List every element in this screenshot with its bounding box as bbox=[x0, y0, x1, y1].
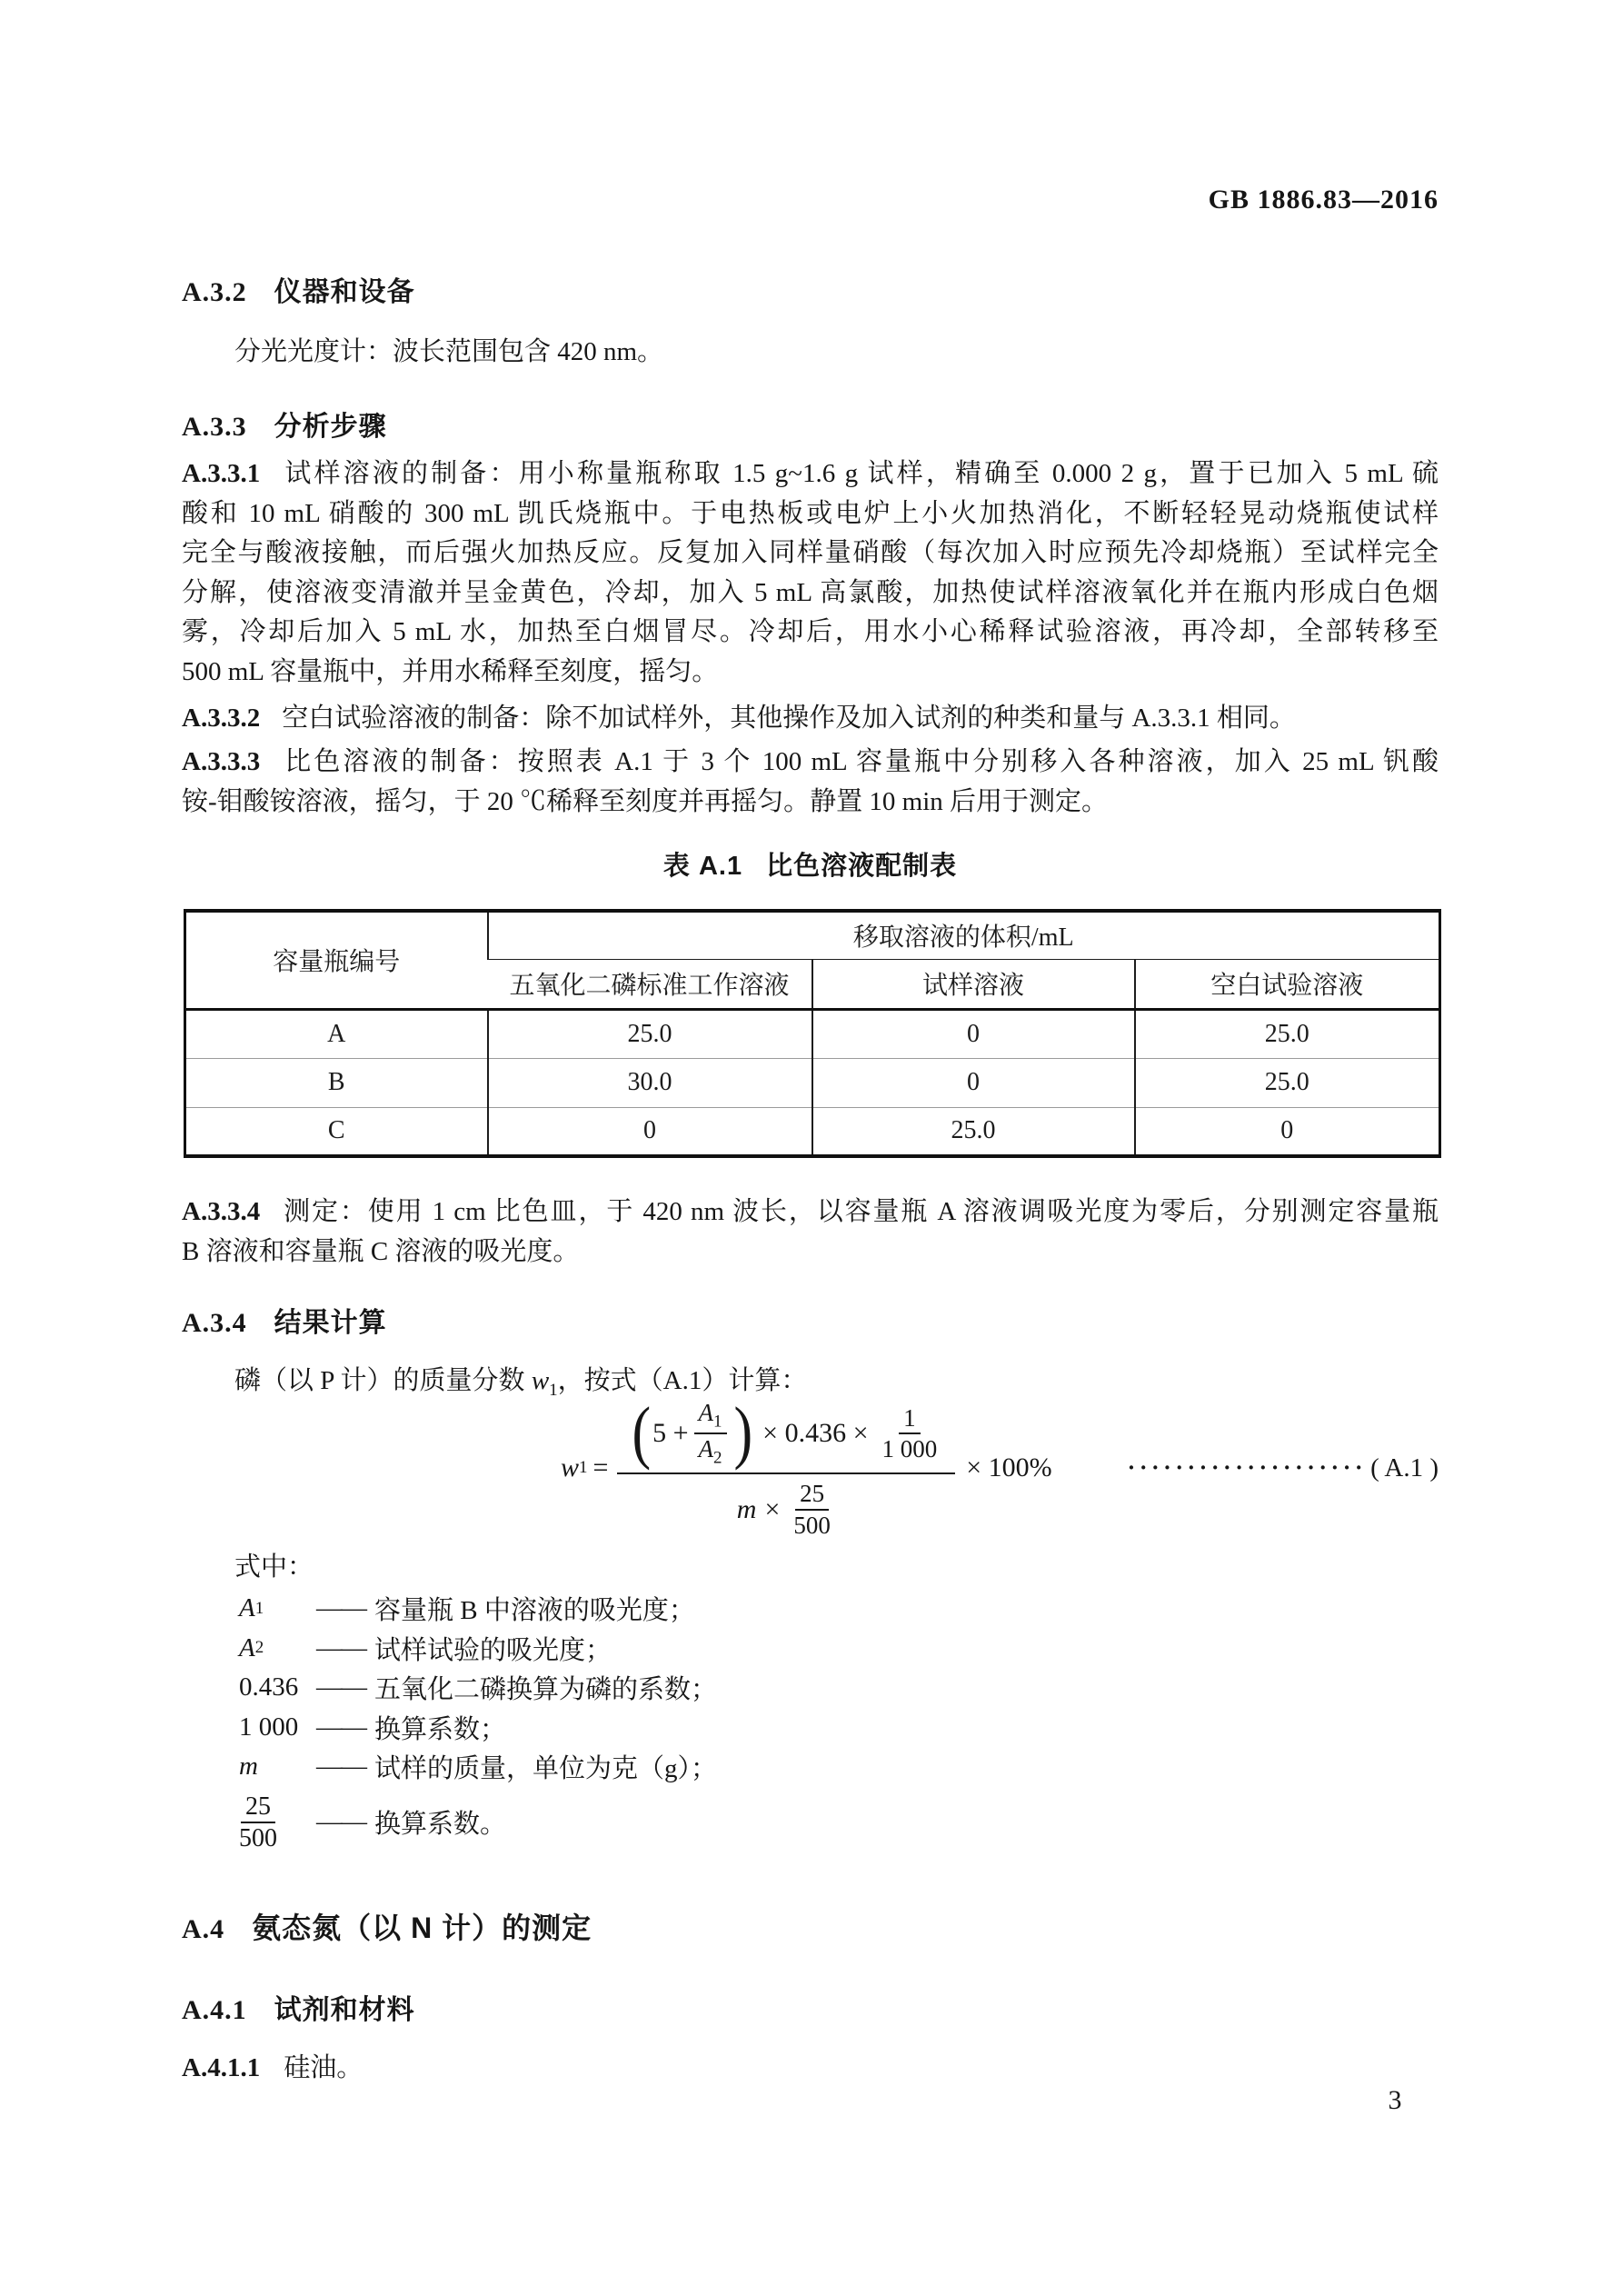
paragraph-a333 bbox=[182, 743, 1439, 822]
col-header-blank-solution: 空白试验溶液 bbox=[1135, 959, 1440, 1009]
clause-number: A.3.2 bbox=[182, 277, 247, 307]
cell-sample: 0 bbox=[812, 1058, 1135, 1107]
definition-row: m —— 试样的质量，单位为克（g）； bbox=[239, 1752, 718, 1784]
symbol-definitions bbox=[182, 1589, 1439, 1852]
heading-title: 仪器和设备 bbox=[274, 277, 415, 307]
paragraph-a331 bbox=[182, 454, 1439, 692]
paragraph-a411: A.4.1.1 硅油。 bbox=[182, 2053, 363, 2082]
cell-flask-id: A bbox=[327, 1019, 346, 1048]
definition-row: A 2 —— 试样试验的吸光度； bbox=[239, 1632, 612, 1665]
cell-sample: 25.0 bbox=[812, 1107, 1135, 1156]
cell-blank: 25.0 bbox=[1135, 1009, 1440, 1058]
clause-number: A.4.1.1 bbox=[182, 2053, 261, 2082]
text-line: 雾，冷却后加入 5 mL 水，加热至白烟冒尽。冷却后，用水小心稀释试验溶液，再冷却，全部转移至 bbox=[182, 617, 1439, 646]
text-line: A.3.3.1 试样溶液的制备：用小称量瓶称取 1.5 g~1.6 g 试样，精确至 0.000 2 g，置于已加入 5 mL 硫 bbox=[182, 459, 1439, 488]
formula-a1 bbox=[182, 1393, 1439, 1540]
heading-a33 bbox=[182, 404, 1439, 444]
col-header-volume-span: 移取溶液的体积/mL bbox=[488, 911, 1440, 959]
equation-label: ( A.1 ) bbox=[1370, 1452, 1439, 1482]
table-a1 bbox=[184, 909, 1441, 1158]
clause-number: A.3.3.2 bbox=[182, 704, 261, 733]
fraction-25-500: $\frac{25}{500}$ bbox=[793, 1480, 831, 1539]
table-header-row-1 bbox=[185, 911, 1440, 959]
text-line: B 溶液和容量瓶 C 溶液的吸光度。 bbox=[182, 1236, 580, 1266]
definition-row: 0.436 —— 五氧化二磷换算为磷的系数； bbox=[239, 1672, 718, 1705]
table-label: 表 A.1 bbox=[662, 852, 743, 881]
cell-flask-id: C bbox=[327, 1116, 345, 1145]
clause-number: A.4.1 bbox=[182, 1995, 247, 2025]
definition-row: A 1 —— 容量瓶 B 中溶液的吸光度； bbox=[239, 1593, 695, 1626]
clause-number: A.3.3.1 bbox=[182, 459, 261, 488]
heading-title: 氨态氮（以 N 计）的测定 bbox=[252, 1912, 592, 1944]
main-fraction bbox=[617, 1393, 955, 1539]
fraction-1-1000: $\frac{1}{1 000}$ bbox=[881, 1403, 938, 1462]
table-row bbox=[185, 1058, 1440, 1107]
heading-title: 分析步骤 bbox=[274, 412, 387, 442]
heading-a41 bbox=[182, 1987, 1439, 2027]
text-line: A.3.3.4 测定：使用 1 cm 比色皿，于 420 nm 波长，以容量瓶 A 溶液调吸光度为零后，分别测定容量瓶 bbox=[182, 1197, 1439, 1226]
equation: w 1 = ( 5 + $\frac{A_1}{A_2}$ ) × 0.436 × $\frac{1}{1 000}$ m × $\frac{25}{500}$ × 100% bbox=[561, 1393, 1052, 1539]
text-line: 铵-钼酸铵溶液，摇匀，于 20 ℃稀释至刻度并再摇匀。静置 10 min 后用于测定。 bbox=[182, 786, 1109, 816]
dot-leader: ···················· bbox=[1127, 1454, 1368, 1481]
table-row bbox=[185, 1107, 1440, 1156]
page-number: 3 bbox=[1388, 2085, 1402, 2115]
paragraph-a332: A.3.3.2 空白试验溶液的制备：除不加试样外，其他操作及加入试剂的种类和量与 A.3.3.1 相同。 bbox=[182, 704, 1296, 733]
fraction-25-500: $\frac{25}{500}$ bbox=[239, 1792, 277, 1852]
col-header-flask-id: 容量瓶编号 bbox=[273, 948, 401, 977]
clause-number: A.3.4 bbox=[182, 1308, 247, 1338]
text-line: 酸和 10 mL 硝酸的 300 mL 凯氏烧瓶中。于电热板或电炉上小火加热消化，不断轻轻晃动烧瓶使试样 bbox=[182, 498, 1439, 528]
table-a1-title bbox=[182, 845, 1439, 883]
cell-std: 25.0 bbox=[488, 1009, 812, 1058]
definition-row: 1 000 —— 换算系数； bbox=[239, 1712, 507, 1744]
col-header-sample-solution: 试样溶液 bbox=[812, 959, 1135, 1009]
clause-number: A.3.3.3 bbox=[182, 747, 261, 776]
text-line: A.3.3.3 比色溶液的制备：按照表 A.1 于 3 个 100 mL 容量瓶中分别移入各种溶液，加入 25 mL 钒酸 bbox=[182, 747, 1439, 776]
cell-blank: 0 bbox=[1135, 1107, 1440, 1156]
heading-title: 试剂和材料 bbox=[274, 1995, 415, 2025]
cell-std: 0 bbox=[488, 1107, 812, 1156]
paragraph-a334 bbox=[182, 1193, 1439, 1272]
heading-a4 bbox=[182, 1905, 1439, 1947]
table-row bbox=[185, 1009, 1440, 1058]
standard-code: GB 1886.83—2016 bbox=[1208, 185, 1439, 215]
clause-number: A.3.3.4 bbox=[182, 1197, 261, 1226]
numerator: ( 5 + $\frac{A_1}{A_2}$ ) × 0.436 × $\frac{1}{1 000}$ bbox=[617, 1397, 955, 1474]
clause-number: A.4 bbox=[182, 1914, 225, 1944]
fraction-a1-a2: $\frac{A_1}{A_2}$ bbox=[694, 1399, 727, 1467]
denominator: m × $\frac{25}{500}$ bbox=[736, 1480, 831, 1539]
cell-flask-id: B bbox=[327, 1068, 345, 1096]
paragraph-a32-body: 分光光度计：波长范围包含 420 nm。 bbox=[234, 337, 664, 366]
cell-blank: 25.0 bbox=[1135, 1058, 1440, 1107]
where-intro: 式中： bbox=[234, 1552, 314, 1582]
clause-number: A.3.3 bbox=[182, 412, 247, 442]
cell-std: 30.0 bbox=[488, 1058, 812, 1107]
table-title-text: 比色溶液配制表 bbox=[766, 852, 958, 881]
text-line: 完全与酸液接触，而后强火加热反应。反复加入同样量硝酸（每次加入时应预先冷却烧瓶）至试样完全 bbox=[182, 538, 1439, 567]
heading-title: 结果计算 bbox=[274, 1308, 387, 1338]
math-var-w1: w bbox=[531, 1366, 550, 1395]
paragraph-calc-intro: 磷（以 P 计）的质量分数 $w_1$，按式（A.1）计算： bbox=[234, 1366, 808, 1400]
cell-sample: 0 bbox=[812, 1009, 1135, 1058]
heading-a34 bbox=[182, 1300, 1439, 1340]
col-header-std-solution: 五氧化二磷标准工作溶液 bbox=[509, 972, 790, 1000]
text-line: 分解，使溶液变清澈并呈金黄色，冷却，加入 5 mL 高氯酸，加热使试样溶液氧化并在瓶内形成白色烟 bbox=[182, 577, 1439, 607]
text-line: 500 mL 容量瓶中，并用水稀释至刻度，摇匀。 bbox=[182, 656, 719, 686]
heading-a32 bbox=[182, 269, 1439, 309]
definition-row: $\frac{25}{500}$ —— 换算系数。 bbox=[239, 1792, 507, 1852]
